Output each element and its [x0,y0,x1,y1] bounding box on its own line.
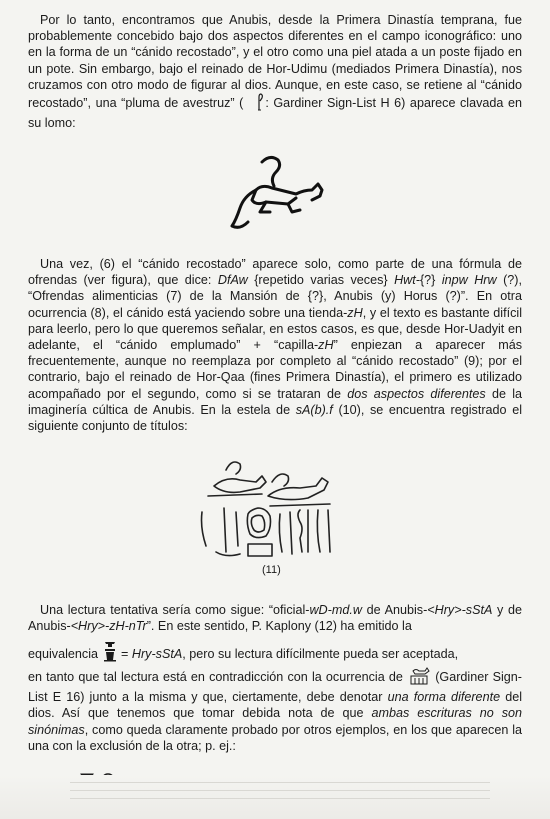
paragraph-2-text: de la imaginería cúltica de Anubis. En la estela de [28,386,522,417]
paragraph-4-text: equivalencia [28,647,102,661]
bleed-through-area [0,775,550,819]
transliteration: Hwt- [394,273,420,288]
paragraph-2-text: (?), “Ofrendas alimenticias (7) de la Mansión de {?}, Anubis (y) Horus (?)”. En otra ocurrencia (8), el cánido está yaciendo sobre una tienda- [28,273,522,320]
paragraph-4-text: = [117,647,132,661]
transliteration: zH [318,338,334,353]
figure-stela-titles [196,452,346,582]
paragraph-2-text: Una vez, (6) el “cánido recostado” aparece solo, como parte de una fórmula de ofrendas (ver figura), que dice: [28,257,522,288]
paragraph-1 [28,12,522,131]
transliteration: zH [347,305,363,320]
transliteration: Hry-sStA [131,647,183,661]
transliteration: DfAw [217,273,248,288]
emphasis: una forma diferente [387,690,501,705]
paragraph-2-text: {repetido varias veces} [247,273,395,288]
figure-2-caption: (11) [262,564,281,576]
emphasis: dos aspectos diferentes [347,386,486,401]
figure-recumbent-canid-with-feather [226,150,331,240]
paragraph-3-text: y de Anubis- [28,603,522,634]
paragraph-2-text: {?} [419,273,442,288]
paragraph-3-text: ”. En este sentido, P. Kaplony (12) ha emitido la [146,619,412,634]
transliteration: <Hry>-zH-nTr [70,619,147,634]
transliteration: sA(b).f [295,402,333,417]
paragraph-3-text: de Anubis- [361,603,428,617]
paragraph-5-text: del dios. Así que tenemos que tomar debida nota de que [28,690,522,721]
paragraph-3-text: Una lectura tentativa sería como sigue: “oficial- [40,603,310,617]
paragraph-3 [28,602,522,634]
emphasis: ambas escrituras no son sinónimas [28,706,522,737]
paragraph-1-text: Por lo tanto, encontramos que Anubis, desde la Primera Dinastía temprana, fue probablemente concebido bajo dos aspectos diferentes en el campo iconográfico: uno en la forma de un “cánido recostado”, y el otro como una piel atada a un poste fijado en un pote. Sin embargo, bajo el reinado de Hor-Udimu (mediados Primera Dinastía), nos cruzamos con otro modo de figurar al dios. Aunque, en este caso, se retiene al “cánido recostado”, una “pluma de avestruz” ( [28,13,522,111]
paragraph-5 [28,667,522,754]
paragraph-1-text-end: : Gardiner Sign-List H 6) aparece clavada en su lomo: [28,96,522,131]
paragraph-2-text: (10), se encuentra registrado el siguiente conjunto de títulos: [28,402,522,434]
paragraph-5-text: (Gardiner Sign-List E 16) junto a la misma y que, ciertamente, debe denotar [28,670,522,705]
canid-on-shrine-glyph-icon [407,667,431,689]
paragraph-5-text: en tanto que tal lectura está en contradicción con la ocurrencia de [28,670,408,684]
paragraph-2-text: ” enpiezan a aparecer más frecuentemente, aunque no reemplaza por completo al “cánido recostado” (9); por el contrario, bajo el reinado de Hor-Qaa (fines Primera Dinastía), el primero es utilizado acompañado por el segundo, como si se trataran de [28,338,522,401]
paragraph-5-text: , como queda claramente probado por otros ejemplos, en los que aparecen la una con la exclusión de la otra; p. ej.: [28,722,522,753]
paragraph-4 [28,640,522,668]
paragraph-2-text: , y el texto es bastante difícil para leerlo, pero lo que queremos señalar, en estos casos, es que, desde Hor-Uadyit en adelante, el “cánido emplumado” + “capilla- [28,305,522,353]
paragraph-2 [28,256,522,434]
ostrich-feather-glyph-icon [243,93,265,115]
transliteration: <Hry>-sStA [427,603,493,617]
paragraph-4-text: , pero su lectura difícilmente pueda ser aceptada, [182,647,459,661]
transliteration: inpw Hrw [441,273,497,288]
transliteration: wD-md.w [309,603,362,617]
hieroglyph-group-icon [102,640,118,668]
